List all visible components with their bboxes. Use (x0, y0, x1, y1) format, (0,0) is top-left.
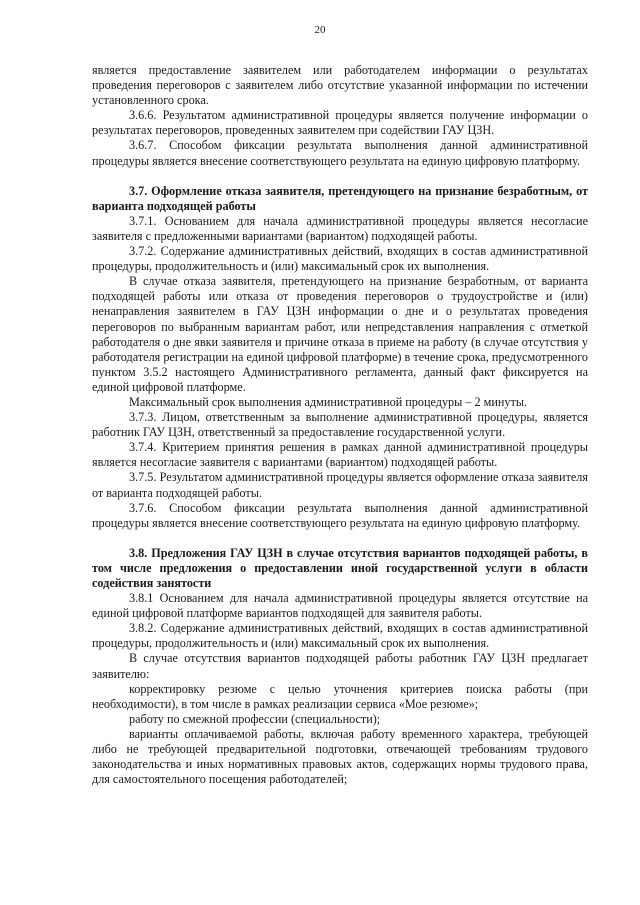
list-item: варианты оплачиваемой работы, включая работу временного характера, требующей либо не требующей предварительной подготовки, отвечающей требованиям трудового законодательства и иных нормативных правовых актов, содержащих нормы трудового права, для самостоятельного посещения работодателей; (92, 726, 588, 787)
section-heading-3-7: 3.7. Оформление отказа заявителя, претендующего на признание безработным, от варианта подходящей работы (92, 183, 588, 213)
paragraph: 3.7.4. Критерием принятия решения в рамках данной административной процедуры является несогласие заявителя с вариантами (вариантом) подходящей работы. (92, 440, 588, 470)
paragraph: 3.7.3. Лицом, ответственным за выполнение административной процедуры, является работник ГАУ ЦЗН, ответственный за предоставление государственной услуги. (92, 410, 588, 440)
paragraph: 3.8.1 Основанием для начала административной процедуры является отсутствие на единой цифровой платформе вариантов подходящей для заявителя работы. (92, 591, 588, 621)
paragraph: 3.7.6. Способом фиксации результата выполнения данной административной процедуры является внесение соответствующего результата на единую цифровую платформу. (92, 500, 588, 530)
paragraph: В случае отсутствия вариантов подходящей работы работник ГАУ ЦЗН предлагает заявителю: (92, 651, 588, 681)
paragraph: 3.6.6. Результатом административной процедуры является получение информации о результатах переговоров, проведенных заявителем при содействии ГАУ ЦЗН. (92, 108, 588, 138)
paragraph: 3.7.1. Основанием для начала административной процедуры является несогласие заявителя с предложенными вариантами (вариантом) подходящей работы. (92, 213, 588, 243)
page-content (92, 63, 588, 787)
paragraph: В случае отказа заявителя, претендующего на признание безработным, от варианта подходящей работы или отказа от проведения переговоров о трудоустройстве и (или) ненаправления заявителем в ГАУ ЦЗН информации о дне и о результатах проведения переговоров по выбранным вариантам работ, или непредставления направления с отметкой работодателя о дне явки заявителя и причине отказа в приеме на работу (в случае отсутствия у работодателя регистрации на единой цифровой платформе) в течение срока, предусмотренного пунктом 3.5.2 настоящего Административного регламента, данный факт фиксируется на единой цифровой платформе. (92, 274, 588, 394)
paragraph: 3.7.2. Содержание административных действий, входящих в состав административной процедуры, продолжительность и (или) максимальный срок их выполнения. (92, 244, 588, 274)
paragraph: 3.6.7. Способом фиксации результата выполнения данной административной процедуры является внесение соответствующего результата на единую цифровую платформу. (92, 138, 588, 168)
list-item: корректировку резюме с целью уточнения критериев поиска работы (при необходимости), в том числе в рамках реализации сервиса «Мое резюме»; (92, 681, 588, 711)
list-item: работу по смежной профессии (специальности); (129, 711, 381, 726)
paragraph: 3.7.5. Результатом административной процедуры является оформление отказа заявителя от варианта подходящей работы. (92, 470, 588, 500)
page-number: 20 (314, 24, 326, 36)
section-heading-3-8: 3.8. Предложения ГАУ ЦЗН в случае отсутствия вариантов подходящей работы, в том числе предложения о предоставлении иной государственной услуги в области содействия занятости (92, 545, 588, 590)
paragraph: 3.8.2. Содержание административных действий, входящих в состав административной процедуры, продолжительность и (или) максимальный срок их выполнения. (92, 621, 588, 651)
paragraph: является предоставление заявителем или работодателем информации о результатах проведения переговоров с заявителем либо отсутствие указанной информации по истечении установленного срока. (92, 63, 588, 108)
paragraph: Максимальный срок выполнения административной процедуры – 2 минуты. (129, 394, 528, 409)
